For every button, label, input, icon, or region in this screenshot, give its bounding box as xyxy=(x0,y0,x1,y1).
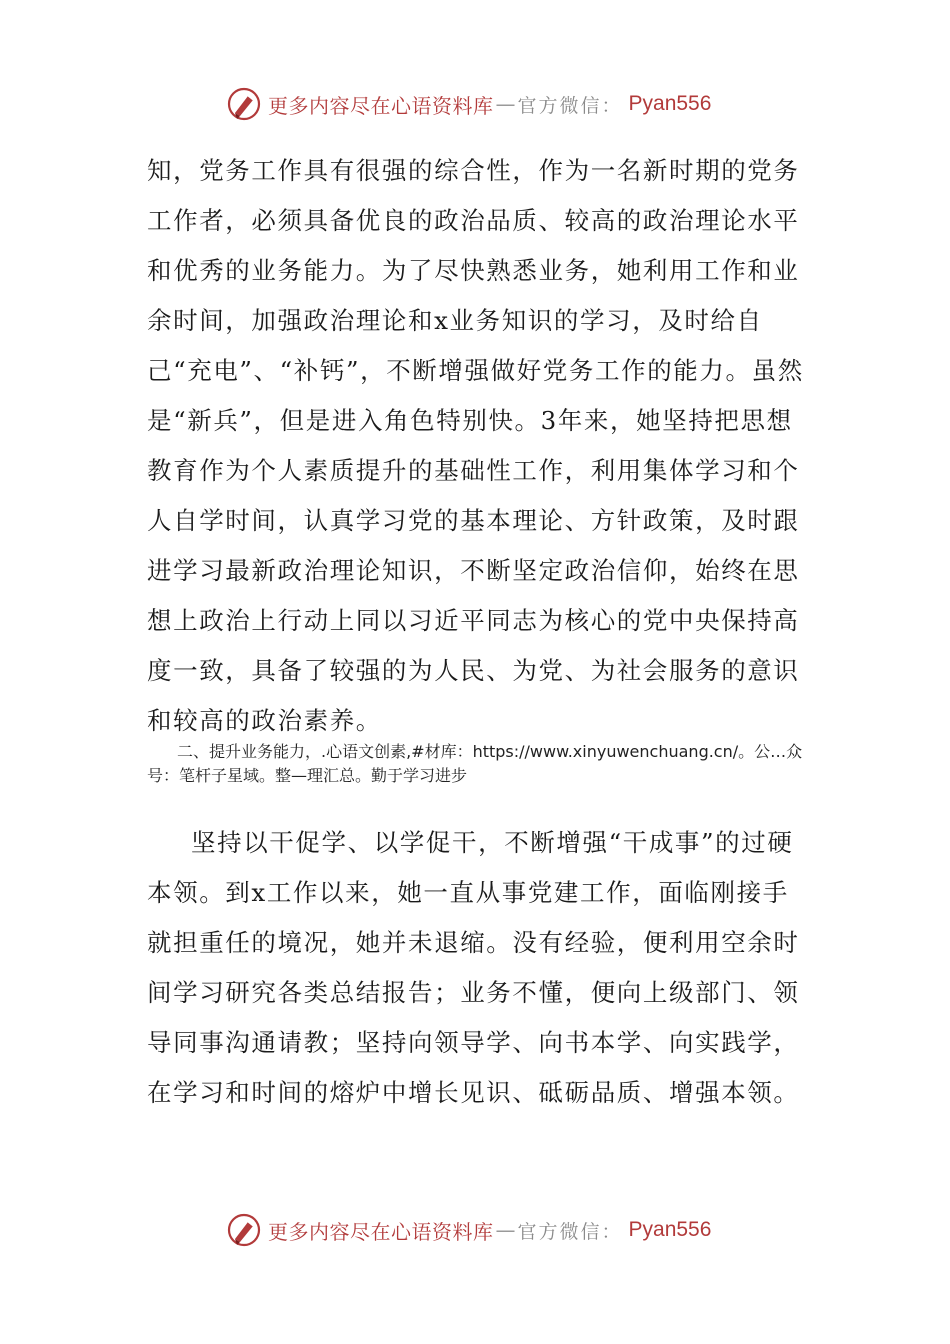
body-paragraph-2: 坚持以干促学、以学促干，不断增强“干成事”的过硬本领。到x工作以来，她一直从事党建工作，面临刚接手就担重任的境况，她并未退缩。没有经验，便利用空余时间学习研究各类总结报告；业务不懂，便向上级部门、领导同事沟通请教；坚持向领导学、向书本学、向实践学，在学习和时间的熔炉中增长见识、砥砺品质、增强本领。 xyxy=(147,828,800,1107)
footer-banner xyxy=(226,1210,711,1250)
site-name: 更多内容尽在心语资料库 xyxy=(268,93,494,118)
banner-dash: — xyxy=(495,1218,516,1242)
wechat-id: Pyan556 xyxy=(628,1218,712,1241)
section-heading: 二、提升业务能力，.心语文创素,#材库：https://www.xinyuwenchuang.cn/。公…众号：笔杆子星域。整—理汇总。勤于学习进步 xyxy=(147,742,803,785)
body-paragraph-1: 知，党务工作具有很强的综合性，作为一名新时期的党务工作者，必须具备优良的政治品质、较高的政治理论水平和优秀的业务能力。为了尽快熟悉业务，她利用工作和业余时间，加强政治理论和x业务知识的学习，及时给自己“充电”、“补钙”，不断增强做好党务工作的能力。虽然是“新兵”，但是进入角色特别快。3年来，她坚持把思想教育作为个人素质提升的基础性工作，利用集体学习和个人自学时间，认真学习党的基本理论、方针政策，及时跟进学习最新政治理论知识，不断坚定政治信仰，始终在思想上政治上行动上同以习近平同志为核心的党中央保持高度一致，具备了较强的为人民、为党、为社会服务的意识和较高的政治素养。 xyxy=(147,156,804,735)
wechat-id: Pyan556 xyxy=(628,92,712,115)
header-banner xyxy=(226,84,711,124)
site-name: 更多内容尽在心语资料库 xyxy=(268,1219,494,1244)
pen-nib-icon xyxy=(226,86,262,122)
pen-nib-icon xyxy=(226,1212,262,1248)
wechat-label: 官方微信： xyxy=(517,94,623,117)
banner-dash: — xyxy=(495,92,516,116)
wechat-label: 官方微信： xyxy=(517,1220,623,1243)
